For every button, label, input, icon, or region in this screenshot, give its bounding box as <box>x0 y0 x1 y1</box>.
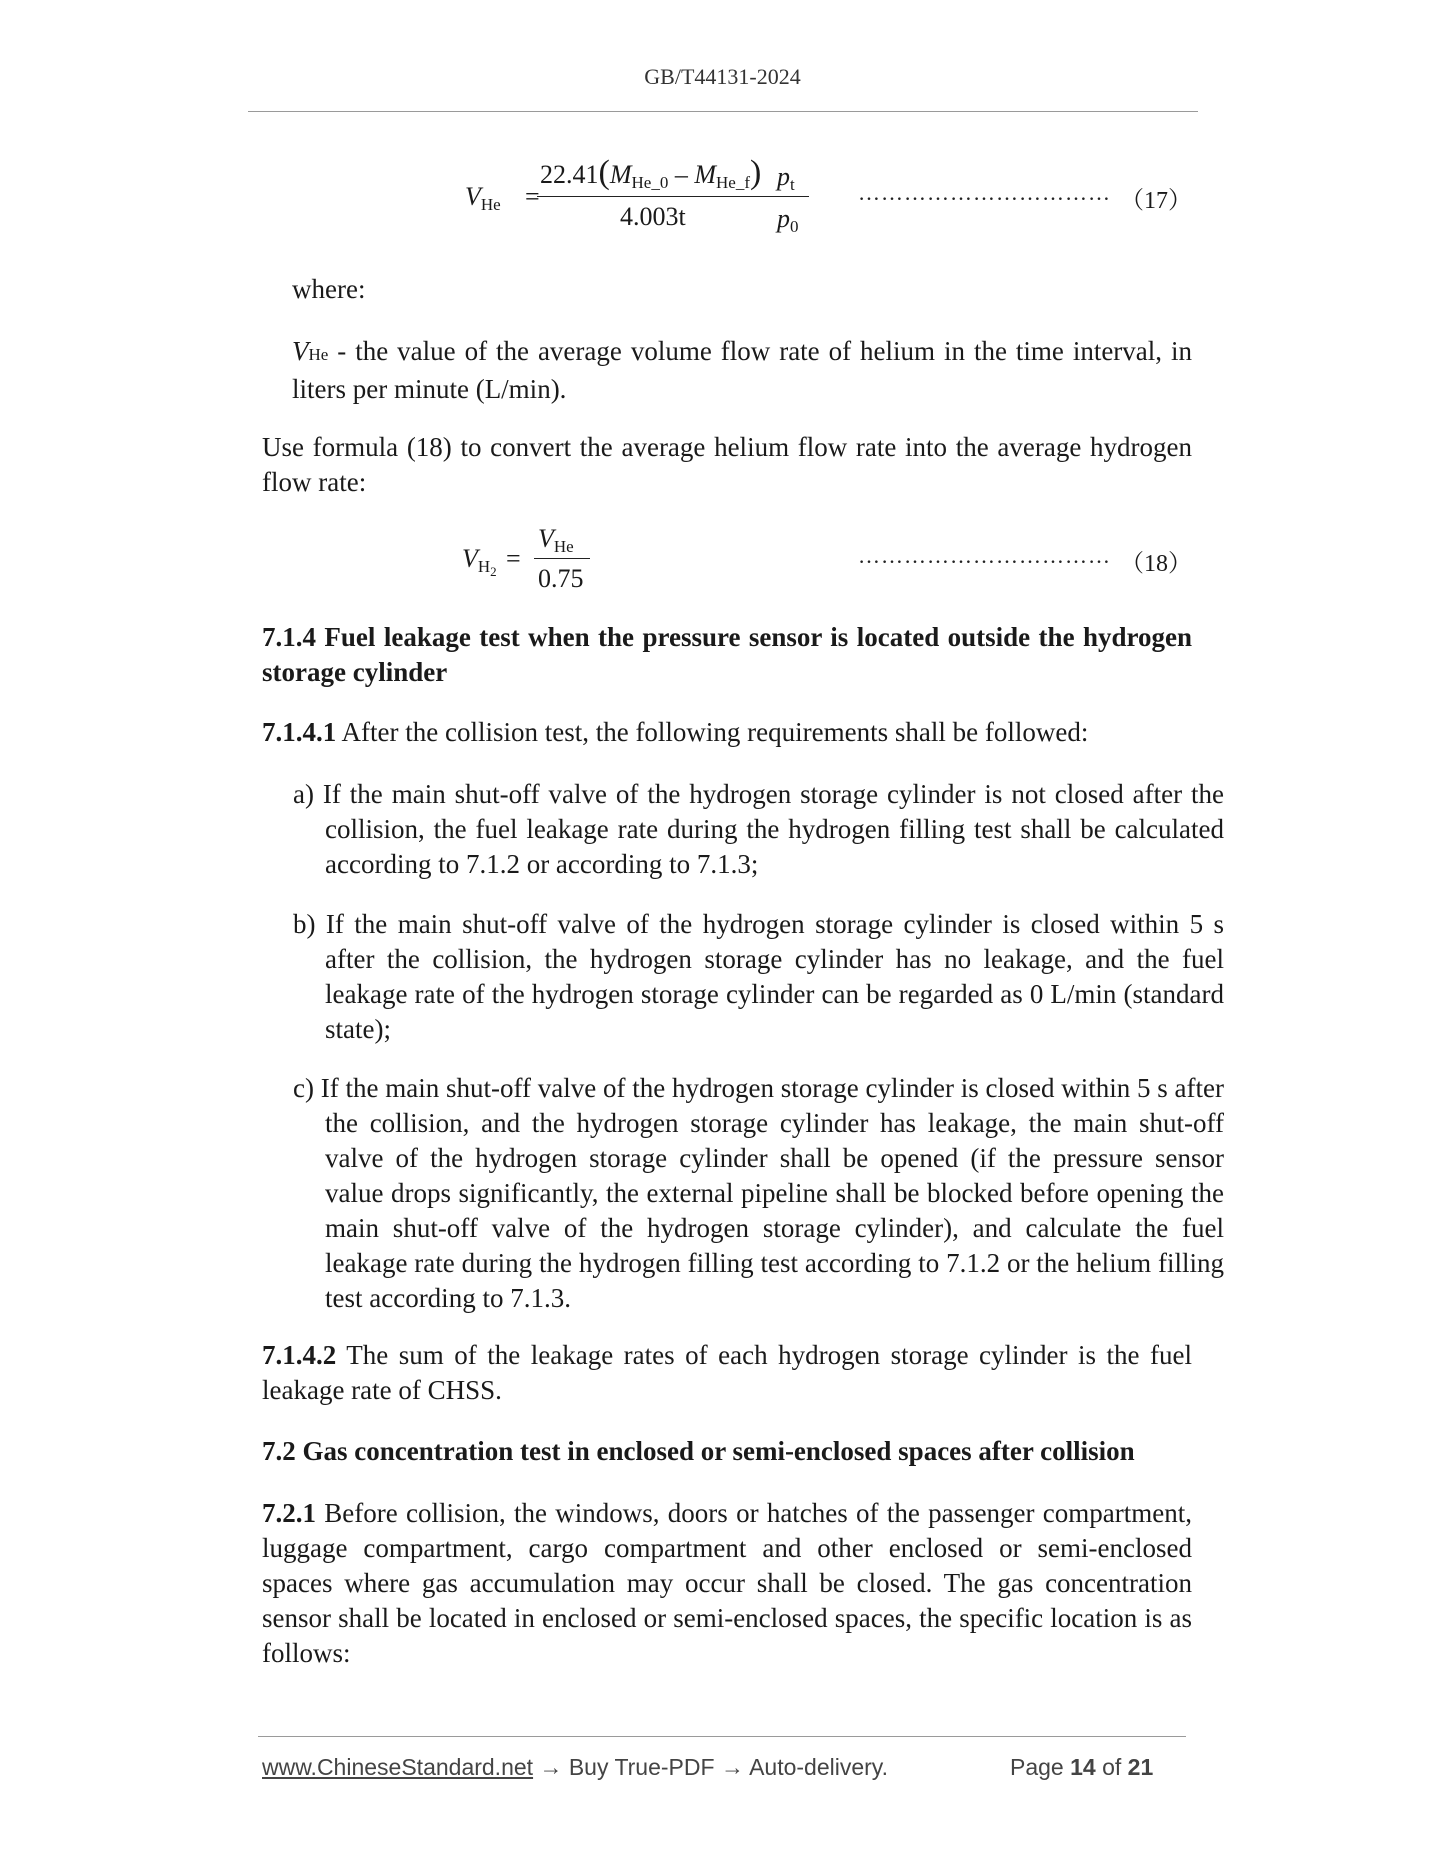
footer-buy-text: Buy True-PDF <box>568 1754 715 1780</box>
list-item-a: a) If the main shut-off valve of the hydrogen storage cylinder is not closed after the collision, the fuel leakage rate during the hydrogen filling test shall be calculated according to 7.1.2 or according to 7.1.3; <box>293 779 1224 879</box>
formula-17-p0: $p_0$ <box>777 204 799 236</box>
section-7-2-1: 7.2.1 Before collision, the windows, doors or hatches of the passenger compartment, luggage compartment, cargo compartment and other enclosed or semi-enclosed spaces where gas accumulation may occur shall be closed. The gas concentration sensor shall be located in enclosed or semi-enclosed spaces, the specific location is as follows: <box>262 1498 1192 1668</box>
list-item-c: c) If the main shut-off valve of the hydrogen storage cylinder is closed within 5 s after the collision, and the hydrogen storage cylinder has leakage, the main shut-off valve of the hydrogen storage cylinder shall be opened (if the pressure sensor value drops significantly, the external pipeline shall be blocked before opening the main shut-off valve of the hydrogen storage cylinder), and calculate the fuel leakage rate during the hydrogen filling test according to 7.1.2 or the helium filling test according to 7.1.3. <box>293 1073 1224 1313</box>
section-7-2-heading: 7.2 Gas concentration test in enclosed or semi-enclosed spaces after collision <box>262 1436 1135 1466</box>
formula-18-leader-dots: …………………………… <box>858 543 1111 568</box>
formula-18-equals: = <box>506 544 521 573</box>
section-7-1-4-2: 7.1.4.2 The sum of the leakage rates of each hydrogen storage cylinder is the fuel leakage rate of CHSS. <box>262 1340 1192 1405</box>
formula-18-fraction-bar <box>534 558 590 559</box>
footer-site-link[interactable]: www.ChineseStandard.net <box>262 1754 534 1780</box>
formula-17 <box>465 150 825 240</box>
formula-17-numerator: $22.41(M_{He\_0} - M_{He\_f})$ <box>540 154 762 192</box>
formula-17-number: （17） <box>1120 188 1192 214</box>
vhe-definition: VHe - the value of the average volume flow rate of helium in the time interval, in liters per minute (L/min). <box>292 336 1192 404</box>
formula-17-denominator: 4.003t <box>620 202 686 231</box>
formula-17-leader-dots: …………………………… <box>858 180 1111 205</box>
footer-divider <box>258 1736 1186 1737</box>
footer-auto-delivery: Auto-delivery. <box>749 1754 888 1780</box>
footer-page-indicator: Page 14 of 21 <box>1010 1754 1154 1780</box>
header-divider <box>248 111 1198 112</box>
formula-17-lhs: $V_{He}$ <box>465 182 501 214</box>
section-7-1-4-1: 7.1.4.1 After the collision test, the following requirements shall be followed: <box>262 717 1089 747</box>
section-7-1-4-heading: 7.1.4 Fuel leakage test when the pressure sensor is located outside the hydrogen storage cylinder <box>262 622 1192 687</box>
formula-18-denominator: 0.75 <box>538 564 584 593</box>
formula-18-number: （18） <box>1120 551 1192 577</box>
formula-18-lhs: $V_{H2}$ <box>462 544 497 579</box>
footer-page-number: 14 <box>1070 1754 1096 1780</box>
formula-18 <box>462 522 602 602</box>
formula-17-pt: $p_t$ <box>777 162 795 194</box>
footer-promo: www.ChineseStandard.net → Buy True-PDF → Auto-delivery. <box>262 1754 888 1780</box>
footer-page-total: 21 <box>1127 1754 1154 1780</box>
formula-17-equals: = <box>525 182 540 211</box>
formula-18-numerator: $V_{He}$ <box>538 524 574 556</box>
convert-paragraph: Use formula (18) to convert the average helium flow rate into the average hydrogen flow rate: <box>262 432 1192 497</box>
list-item-b: b) If the main shut-off valve of the hydrogen storage cylinder is closed within 5 s after the collision, the hydrogen storage cylinder has no leakage, and the fuel leakage rate of the hydrogen storage cylinder can be regarded as 0 L/min (standard state); <box>293 909 1224 1044</box>
document-code-header: GB/T44131-2024 <box>644 64 801 89</box>
formula-17-fraction-bar <box>537 196 809 197</box>
where-label: where: <box>292 274 366 304</box>
